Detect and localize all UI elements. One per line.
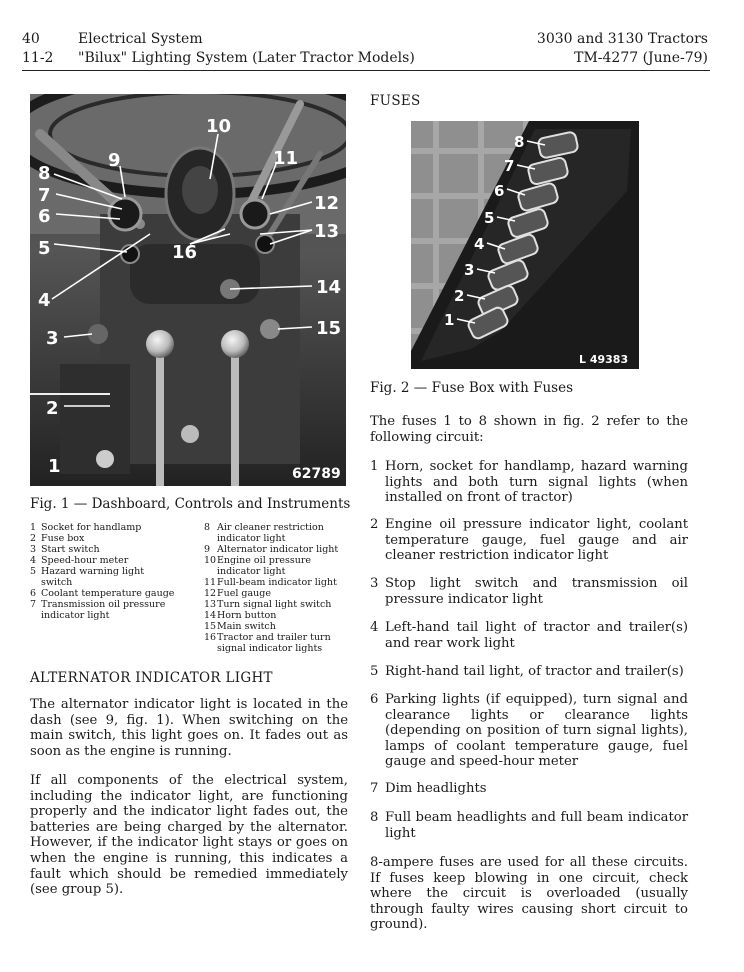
fuse-item-5: 5 Right-hand tail light, of tractor and trailer(s)	[370, 664, 684, 679]
legend-item: 3 Start switch	[30, 544, 100, 555]
fuse-item-3: 3 Stop light switch and transmission oil pressure indicator light	[370, 576, 688, 607]
legend-item: 4 Speed-hour meter	[30, 555, 129, 566]
fig1-callout-9: 9	[108, 150, 121, 171]
legend-item: 15 Main switch	[204, 621, 276, 632]
legend-item: 7 Transmission oil pressure indicator light	[30, 599, 166, 621]
legend-item: 11 Full-beam indicator light	[204, 577, 337, 588]
tractor-models: 3030 and 3130 Tractors	[536, 31, 708, 47]
fig1-legend-right	[204, 522, 346, 654]
fig1-callout-12: 12	[314, 193, 340, 214]
fig1-callout-6: 6	[38, 206, 51, 227]
legend-item: 9 Alternator indicator light	[204, 544, 339, 555]
fuse-box-photo	[411, 121, 639, 369]
fuse-callout-4: 4	[474, 235, 485, 253]
legend-item: 14 Horn button	[204, 610, 277, 621]
page-number: 40	[22, 31, 40, 47]
legend-item: 6 Coolant temperature gauge	[30, 588, 175, 599]
legend-item: 16 Tractor and trailer turn signal indicator lights	[204, 632, 331, 654]
fig1-callout-15: 15	[316, 318, 342, 339]
fig1-callout-5: 5	[38, 238, 51, 259]
legend-item: 2 Fuse box	[30, 533, 85, 544]
fig2-photo-code: L 49383	[579, 353, 629, 366]
section-title: Electrical System	[78, 31, 203, 47]
fig1-callout-3: 3	[46, 328, 59, 349]
fig1-callout-2: 2	[46, 398, 59, 419]
fig1-callout-8: 8	[38, 163, 51, 184]
fig1-callout-4: 4	[38, 290, 51, 311]
subsection-title: "Bilux" Lighting System (Later Tractor Models)	[78, 50, 415, 66]
fig1-legend-left	[30, 522, 202, 621]
fig1-callout-10: 10	[206, 116, 232, 137]
alternator-paragraph-1: The alternator indicator light is located in the dash (see 9, fig. 1). When switching on the main switch, this light goes on. It fades out as soon as the engine is running.	[30, 697, 348, 759]
dashboard-illustration	[30, 94, 346, 486]
dashboard-photo	[30, 94, 346, 486]
fuse-callout-7: 7	[504, 157, 515, 175]
fuse-callout-5: 5	[484, 209, 495, 227]
fuses-closing: 8-ampere fuses are used for all these circuits. If fuses keep blowing in one circuit, check where the circuit is overloaded (usually through faulty wires causing short circuit to ground).	[370, 855, 688, 933]
legend-item: 5 Hazard warning light switch	[30, 566, 145, 588]
fuse-callout-8: 8	[514, 133, 525, 151]
fuse-callout-2: 2	[454, 287, 465, 305]
fig1-callout-14: 14	[316, 277, 342, 298]
fuse-item-8: 8 Full beam headlights and full beam indicator light	[370, 810, 688, 841]
fuse-item-1: 1 Horn, socket for handlamp, hazard warning lights and both turn signal lights (when installed on front of tractor)	[370, 459, 688, 506]
manual-reference: TM-4277 (June-79)	[574, 50, 708, 66]
fuse-item-6: 6 Parking lights (if equipped), turn signal and clearance lights or clearance lights (depending on position of turn signal lights), lamps of coolant temperature gauge, fuel gauge and speed-hour meter	[370, 692, 688, 770]
fuse-callout-1: 1	[444, 311, 455, 329]
fuses-heading: FUSES	[370, 93, 421, 109]
fuse-item-2: 2 Engine oil pressure indicator light, coolant temperature gauge, fuel gauge and air cleaner restriction indicator light	[370, 517, 688, 564]
fuses-intro: The fuses 1 to 8 shown in fig. 2 refer to the following circuit:	[370, 414, 688, 445]
fuse-callout-3: 3	[464, 261, 475, 279]
fig1-caption: Fig. 1 — Dashboard, Controls and Instruments	[30, 496, 351, 512]
alternator-heading: ALTERNATOR INDICATOR LIGHT	[30, 670, 273, 686]
legend-item: 12 Fuel gauge	[204, 588, 271, 599]
page-ref: 11-2	[22, 50, 54, 66]
fig1-callout-13: 13	[314, 221, 340, 242]
fig1-callout-1: 1	[48, 456, 61, 477]
fuse-item-7: 7 Dim headlights	[370, 781, 487, 796]
header-rule	[22, 70, 710, 71]
fig2-caption: Fig. 2 — Fuse Box with Fuses	[370, 380, 573, 396]
fuse-callout-6: 6	[494, 182, 505, 200]
legend-item: 10 Engine oil pressure indicator light	[204, 555, 312, 577]
fig1-callout-7: 7	[38, 185, 51, 206]
fuse-box-illustration	[411, 121, 639, 369]
alternator-paragraph-2: If all components of the electrical system, including the indicator light, are functioning properly and the indicator light fades out, the batteries are being charged by the alternator. However, if the indicator light stays or goes on when the engine is running, this indicates a fault which should be remedied immediately (see group 5).	[30, 773, 348, 898]
fuse-item-4: 4 Left-hand tail light of tractor and trailer(s) and rear work light	[370, 620, 688, 651]
fig1-callout-11: 11	[273, 148, 299, 169]
legend-item: 1 Socket for handlamp	[30, 522, 142, 533]
fig1-photo-code: 62789	[292, 466, 341, 482]
legend-item: 13 Turn signal light switch	[204, 599, 332, 610]
legend-item: 8 Air cleaner restriction indicator light	[204, 522, 324, 544]
fig1-callout-16: 16	[172, 242, 198, 263]
